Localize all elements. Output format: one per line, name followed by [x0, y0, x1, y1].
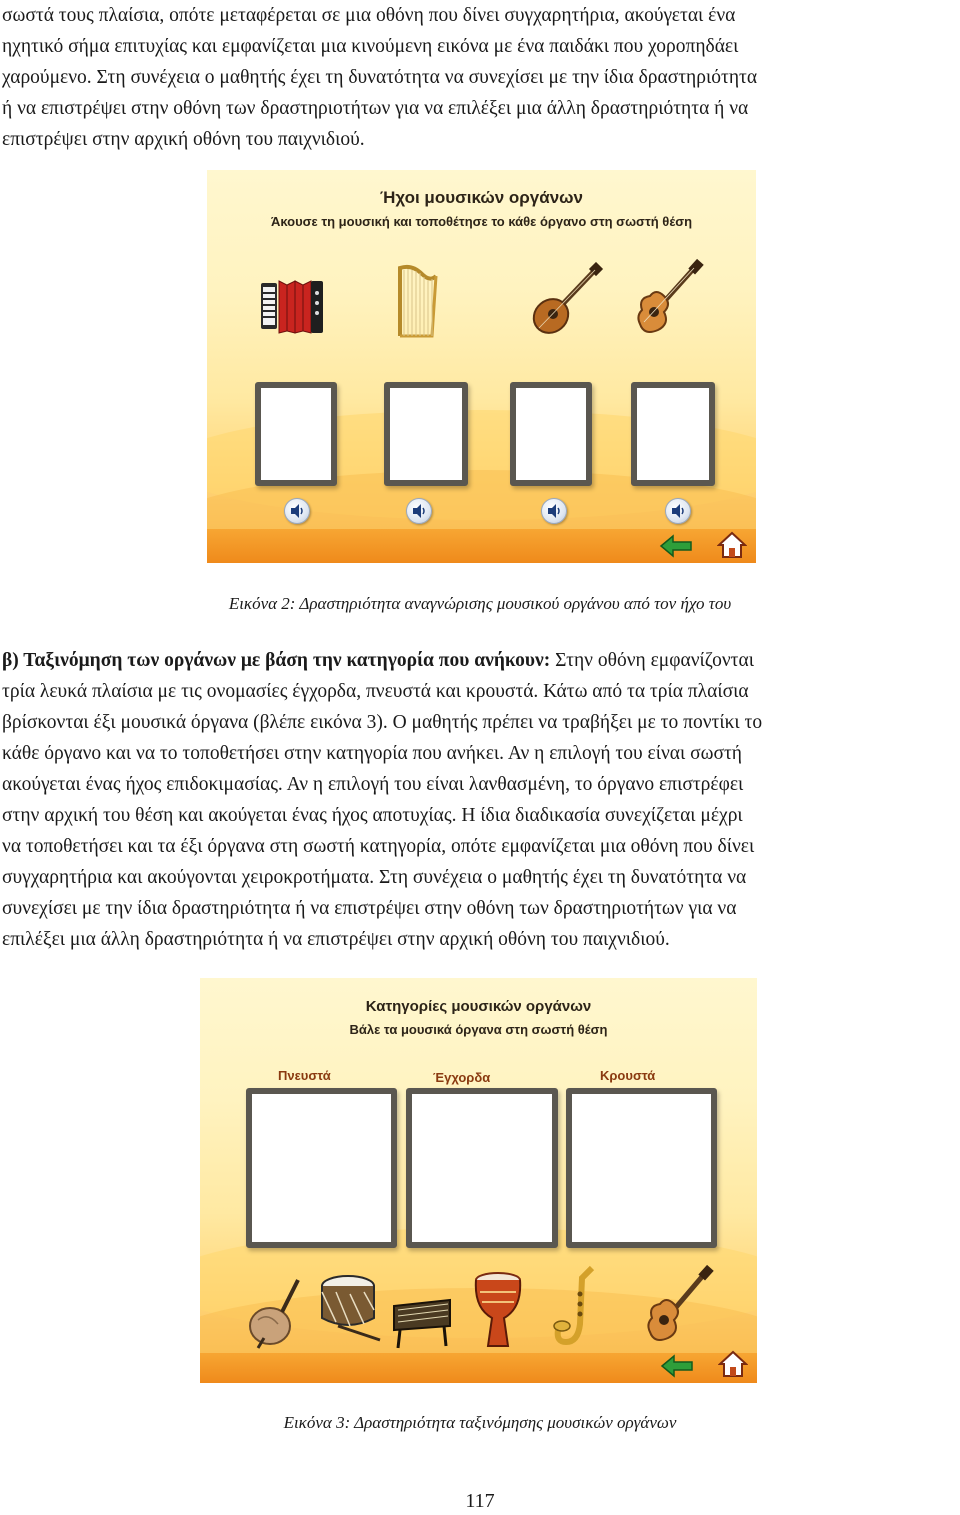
speaker-icon[interactable]	[284, 498, 310, 524]
text-line: επιστρέψει στην αρχική οθόνη του παιχνιδιού.	[2, 129, 365, 150]
mandolin-icon[interactable]	[529, 262, 605, 338]
section-heading: β) Ταξινόμηση των οργάνων με βάση την κατηγορία που ανήκουν:	[2, 650, 551, 671]
figure-3-caption: Εικόνα 3: Δραστηριότητα ταξινόμησης μουσικών οργάνων	[283, 1413, 677, 1432]
home-icon[interactable]	[718, 1350, 748, 1378]
text-line: ή να επιστρέψει στην οθόνη των δραστηριοτήτων για να επιλέξει μια άλλη δραστηριότητα ή να	[2, 98, 749, 119]
guitar-icon[interactable]	[642, 1264, 714, 1348]
category-label-strings: Έγχορδα	[433, 1070, 491, 1085]
text-line: χαρούμενο. Στη συνέχεια ο μαθητής έχει τη δυνατότητα να συνεχίσει με την ίδια δραστηριότητα	[2, 67, 758, 88]
back-arrow-icon[interactable]	[660, 1354, 694, 1378]
intro-paragraph	[2, 0, 956, 155]
drop-box-3[interactable]	[510, 382, 592, 486]
text-line: βρίσκονται έξι μουσικά όργανα (βλέπε εικόνα 3). Ο μαθητής πρέπει να τραβήξει με το ποντίκι το	[2, 712, 763, 733]
page-number: 117	[465, 1490, 495, 1512]
screen-title: Ήχοι μουσικών οργάνων	[380, 188, 583, 207]
text-line: ακούγεται ένας ήχος επιδοκιμασίας. Αν η επιλογή του είναι λανθασμένη, το όργανο επιστρέφει	[2, 774, 744, 795]
text-line: συγχαρητήρια και ακούγονται χειροκροτήματα. Στη συνέχεια ο μαθητής έχει τη δυνατότητα να	[2, 867, 747, 888]
darbuka-icon[interactable]	[472, 1270, 524, 1350]
text-line: ηχητικό σήμα επιτυχίας και εμφανίζεται μια κινούμενη εικόνα με ένα παιδάκι που χοροπηδάει	[2, 36, 739, 57]
accordion-icon[interactable]	[257, 275, 327, 337]
instrument-sounds-screen	[207, 170, 756, 563]
text-line: στην αρχική του θέση και ακούγεται ένας ήχος αποτυχίας. Η ίδια διαδικασία συνεχίζεται μέχρι	[2, 805, 743, 826]
bagpipe-icon[interactable]	[244, 1276, 306, 1350]
speaker-icon[interactable]	[541, 498, 567, 524]
screen-instructions: Άκουσε τη μουσική και τοποθέτησε το κάθε όργανο στη σωστή θέση	[270, 214, 693, 229]
classification-paragraph	[2, 645, 956, 955]
text-line: σωστά τους πλαίσια, οπότε μεταφέρεται σε μια οθόνη που δίνει συγχαρητήρια, ακούγεται ένα	[2, 5, 736, 26]
guitar-icon[interactable]	[632, 258, 704, 338]
screen-instructions: Βάλε τα μουσικά όργανα στη σωστή θέση	[349, 1022, 608, 1037]
screen-title: Κατηγορίες μουσικών οργάνων	[365, 998, 592, 1015]
xylophone-icon[interactable]	[390, 1296, 454, 1350]
text-line: τρία λευκά πλαίσια με τις ονομασίες έγχορδα, πνευστά και κρουστά. Κάτω από τα τρία πλαίσια	[2, 681, 749, 702]
text-line	[2, 645, 956, 676]
heading-continuation: Στην οθόνη εμφανίζονται	[550, 650, 754, 671]
back-arrow-icon[interactable]	[659, 534, 693, 558]
drop-box-4[interactable]	[631, 382, 715, 486]
instrument-categories-screen	[200, 978, 757, 1383]
home-icon[interactable]	[717, 531, 747, 559]
speaker-icon[interactable]	[406, 498, 432, 524]
category-box-percussion[interactable]	[566, 1088, 717, 1248]
text-line: κάθε όργανο και να το τοποθετήσει στην κατηγορία που ανήκει. Αν η επιλογή του είναι σωστή	[2, 743, 743, 764]
drum-icon[interactable]	[318, 1270, 384, 1342]
text-line: να τοποθετήσει και τα έξι όργανα στη σωστή κατηγορία, οπότε εμφανίζεται μια οθόνη που δίνει	[2, 836, 755, 857]
text-line: επιλέξει μια άλλη δραστηριότητα ή να επιστρέψει στην αρχική οθόνη του παιχνιδιού.	[2, 929, 670, 950]
saxophone-icon[interactable]	[552, 1264, 604, 1350]
speaker-icon[interactable]	[665, 498, 691, 524]
category-box-winds[interactable]	[246, 1088, 397, 1248]
category-label-winds: Πνευστά	[278, 1068, 331, 1083]
category-box-strings[interactable]	[406, 1088, 558, 1248]
drop-box-1[interactable]	[255, 382, 337, 486]
drop-box-2[interactable]	[384, 382, 468, 486]
figure-2-caption: Εικόνα 2: Δραστηριότητα αναγνώρισης μουσικού οργάνου από τον ήχο του	[228, 594, 732, 613]
category-label-percussion: Κρουστά	[600, 1068, 656, 1083]
text-line: συνεχίσει με την ίδια δραστηριότητα ή να επιστρέψει στην οθόνη των δραστηριοτήτων για να	[2, 898, 737, 919]
harp-icon[interactable]	[392, 262, 440, 340]
